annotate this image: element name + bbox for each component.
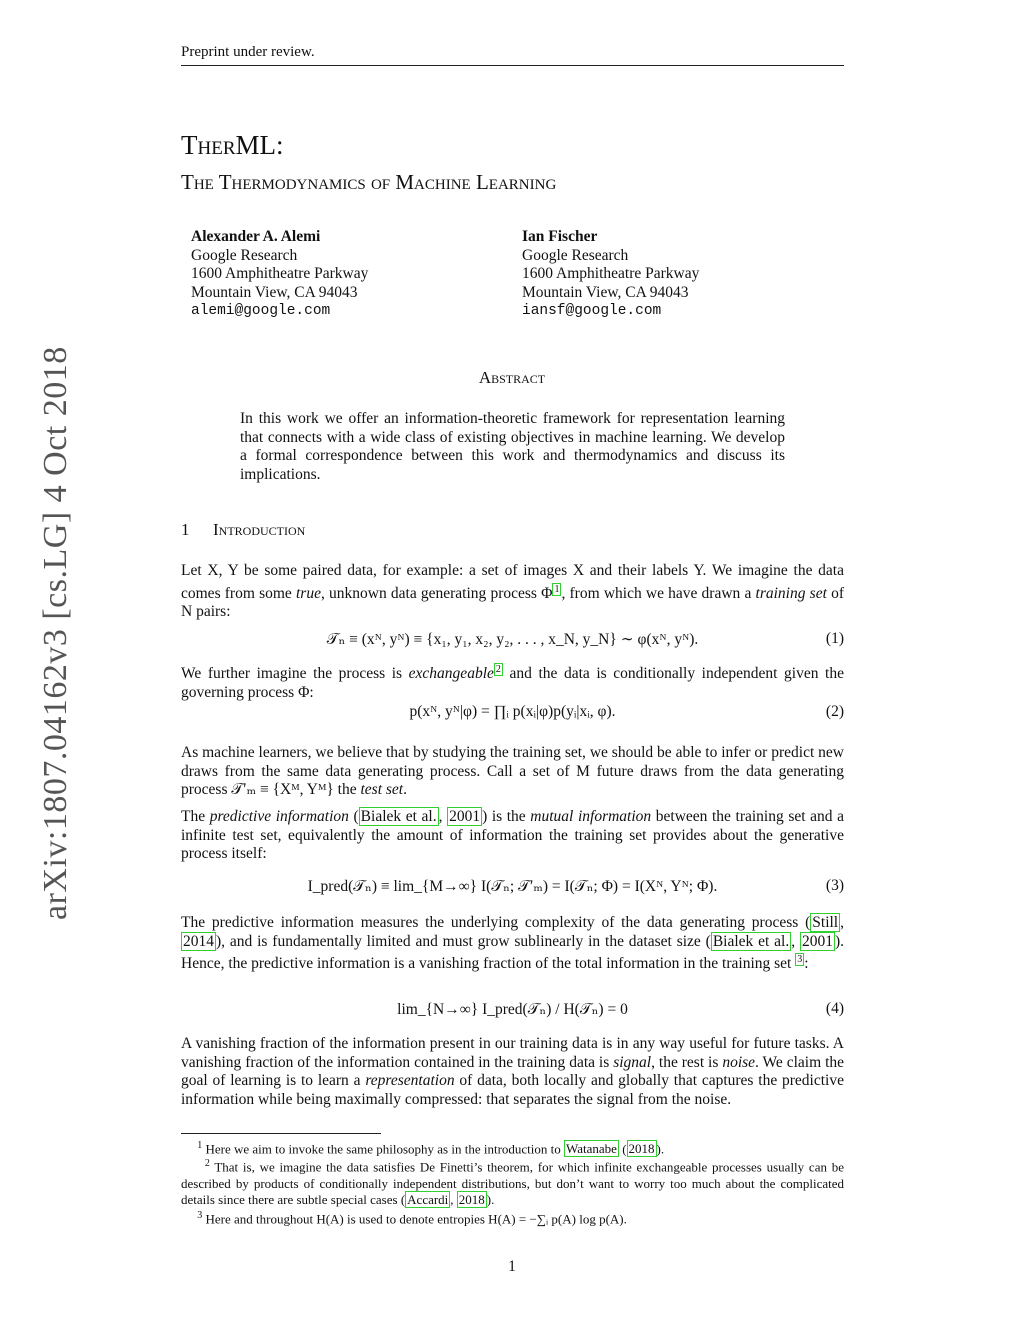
author-address: 1600 Amphitheatre Parkway — [522, 265, 700, 282]
author-affiliation: Google Research — [191, 246, 298, 264]
page-number: 1 — [508, 1258, 516, 1275]
citation-link[interactable]: Watanabe — [566, 1141, 617, 1157]
author-city: Mountain View, CA 94043 — [191, 283, 358, 301]
citation-year-link[interactable]: 2018 — [458, 1192, 485, 1208]
footnote-ref[interactable]: 1 — [554, 583, 560, 595]
author-affiliation: Google Research — [522, 246, 629, 264]
equation-expression: p(xᴺ, yᴺ|φ) = ∏ᵢ p(xᵢ|φ)p(yᵢ|xᵢ, φ). — [409, 703, 616, 720]
equation-3 — [181, 877, 844, 896]
equation-1 — [181, 630, 844, 649]
citation-year-link[interactable]: 2018 — [628, 1141, 655, 1157]
author-address: 1600 Amphitheatre Parkway — [191, 265, 369, 282]
equation-expression: 𝒯ₙ ≡ (xᴺ, yᴺ) ≡ {x₁, y₁, x₂, y₂, . . . , x_N, y_N} ∼ φ(xᴺ, yᴺ). — [326, 631, 699, 648]
citation-link[interactable]: Bialek et al. — [712, 932, 790, 950]
citation-link[interactable]: Accardi — [407, 1192, 449, 1208]
footnote-ref[interactable]: 3 — [797, 954, 803, 965]
footnote-1: $^1$ Here we aim to invoke the same philosophy as in the introduction to Watanabe ( 2018 ). — [197, 1140, 665, 1157]
author-city: Mountain View, CA 94043 — [522, 283, 689, 301]
author-name: Ian Fischer — [522, 228, 598, 245]
citation-year-link[interactable]: 2014 — [183, 932, 214, 950]
equation-number: (2) — [825, 703, 844, 720]
paragraph-5: The predictive information measures the underlying complexity of the data generating process ( Still , 2014 ), and is fundamentally limited and must grow sublinearly in the dataset size ( Bialek et al. , 2001 ). Hence, the predictive information is a vanishing fraction of the total information in the training set $^3$ : — [181, 914, 845, 973]
paragraph-1: Let X, Y be some paired data, for example: a set of images X and their labels Y. We imagine the data comes from some true, unknown data generating process Φ $^1$ , from which we have drawn a training set of N pairs: — [181, 562, 844, 621]
equation-number: (4) — [825, 1000, 844, 1017]
paper-subtitle: The Thermodynamics of Machine Learning — [181, 170, 557, 194]
author-block-2 — [522, 228, 699, 321]
paragraph-3: As machine learners, we believe that by studying the training set, we should be able to infer or predict new draws from the same data generating process. Call a set of M future draws from the data generating process 𝒯′ₘ ≡ {Xᴹ, Yᴹ} the test set. — [181, 744, 844, 798]
footnote-number: 1 — [197, 1140, 203, 1151]
paragraph-4: The predictive information ( Bialek et al. , 2001 ) is the mutual information between the training set and a infinite test set, equivalently the amount of information the training set provides about the generative process itself: — [181, 808, 844, 862]
citation-year-link[interactable]: 2001 — [801, 932, 833, 950]
paragraph-2: We further imagine the process is exchangeable $^2$ and the data is conditionally independent given the governing process Φ: — [181, 664, 844, 701]
paper-title: TherML: — [181, 130, 284, 160]
citation-link[interactable]: Still — [812, 914, 839, 931]
running-header: Preprint under review. — [181, 44, 315, 60]
section-heading — [181, 520, 305, 540]
footnote-number: 2 — [204, 1158, 210, 1169]
abstract-heading: Abstract — [478, 368, 546, 387]
paragraph-6: A vanishing fraction of the information present in our training data is in any way useful for future tasks. A vanishing fraction of the information contained in the training data is signal, the rest is noise. We claim the goal of learning is to learn a representation of data, both locally and globally that captures the predictive information while being maximally compressed: that separates the signal from the noise. — [181, 1035, 845, 1108]
author-block-1 — [191, 228, 368, 321]
equation-expression: I_pred(𝒯ₙ) ≡ lim_{M→∞} I(𝒯ₙ; 𝒯′ₘ) = I(𝒯ₙ; Φ) = I(Xᴺ, Yᴺ; Φ). — [307, 878, 718, 895]
arxiv-identifier: arXiv:1807.04162v3 [cs.LG] 4 Oct 2018 — [37, 346, 74, 920]
section-number: 1 — [181, 520, 190, 539]
author-email[interactable]: iansf@google.com — [522, 303, 662, 319]
header-rule — [181, 65, 844, 66]
footnote-ref[interactable]: 2 — [495, 664, 501, 675]
equation-number: (3) — [825, 877, 844, 894]
abstract-text: In this work we offer an information-theoretic framework for representation learning that connects with a wide class of existing objectives in machine learning. We develop a formal correspondence between this work and thermodynamics and discuss its implications. — [240, 410, 785, 483]
citation-year-link[interactable]: 2001 — [449, 808, 481, 825]
equation-expression: lim_{N→∞} I_pred(𝒯ₙ) / H(𝒯ₙ) = 0 — [397, 1001, 628, 1018]
footnote-rule — [181, 1133, 381, 1134]
equation-2 — [181, 703, 844, 721]
author-name: Alexander A. Alemi — [191, 228, 321, 245]
equation-4 — [181, 1000, 844, 1019]
section-title: Introduction — [213, 520, 306, 539]
citation-link[interactable]: Bialek et al. — [360, 808, 437, 825]
author-email[interactable]: alemi@google.com — [191, 303, 331, 319]
equation-number: (1) — [825, 630, 844, 647]
footnote-2: $^2$ That is, we imagine the data satisfies De Finetti’s theorem, for which infinite exchangeable processes usually can be described by products of conditionally independent distributions, but don’t want to worry too much about the complicated details since there are subtle special cases ( Accardi , 2018 ). — [181, 1158, 844, 1208]
footnote-3: $^3$ Here and throughout H(A) is used to denote entropies H(A) = −∑ᵢ p(A) log p(A). — [197, 1210, 627, 1227]
footnote-number: 3 — [197, 1210, 203, 1221]
